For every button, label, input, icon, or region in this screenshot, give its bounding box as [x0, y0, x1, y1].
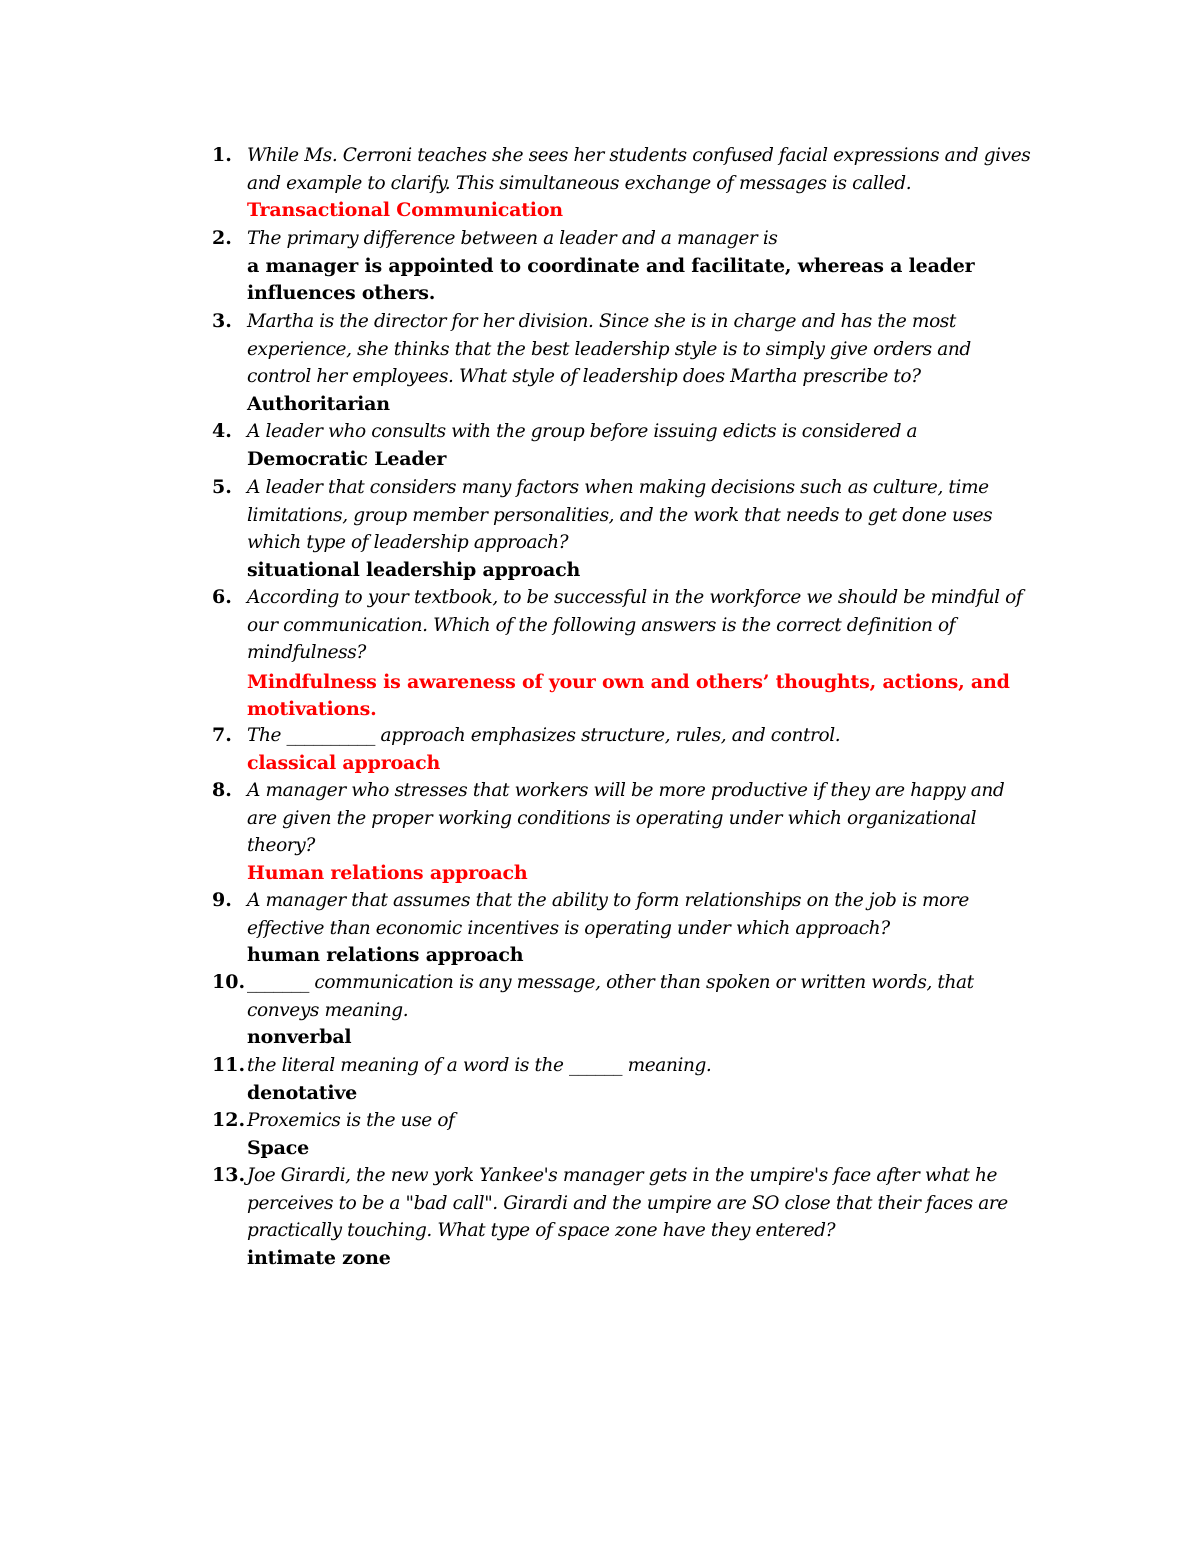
answer-text: classical approach: [247, 751, 441, 774]
question-number: 2.: [212, 227, 232, 249]
answer-text: nonverbal: [247, 1026, 352, 1048]
question-text: A manager who stresses that workers will be more productive if they are happy and are given the proper working conditions is operating under which organizational theory?: [247, 780, 1005, 856]
question-number: 12.: [212, 1109, 246, 1131]
question-body: [247, 225, 1032, 308]
answer-text: Transactional Communication: [247, 199, 563, 221]
question-number: 8.: [212, 779, 232, 801]
question-number: 6.: [212, 586, 232, 608]
question-body: [247, 1162, 1032, 1272]
question-text: Martha is the director for her division. Since she is in charge and has the most experience, she thinks that the best leadership style is to simply give orders and control her employees. What style of leadership does Martha prescribe to?: [247, 311, 971, 387]
question-number: 1.: [212, 144, 232, 166]
question-text: According to your textbook, to be successful in the workforce we should be mindful of our communication. Which of the following answers is the correct definition of mindfulness?: [247, 587, 1023, 663]
answer-text: a manager is appointed to coordinate and facilitate, whereas a leader influences others.: [247, 254, 975, 304]
question-number: 11.: [212, 1054, 246, 1076]
question-number: 7.: [212, 724, 232, 746]
answer-text: Human relations approach: [247, 861, 528, 884]
question-text: Joe Girardi, the new york Yankee's manager gets in the umpire's face after what he perceives to be a "bad call". Girardi and the umpire are SO close that their faces are practically touching. What type of space zone have they entered?: [247, 1165, 1008, 1241]
question-body: [247, 777, 1032, 887]
question-body: [247, 474, 1032, 584]
answer-text: denotative: [247, 1081, 358, 1104]
question-body: [247, 142, 1032, 225]
question-number: 4.: [212, 420, 232, 442]
question-text: _______ communication is any message, other than spoken or written words, that conveys meaning.: [247, 972, 974, 1021]
question-body: [247, 584, 1032, 724]
question-body: [247, 969, 1032, 1052]
question-body: [247, 418, 1032, 473]
question-text: The __________ approach emphasizes structure, rules, and control.: [247, 725, 841, 746]
question-body: [247, 1107, 1032, 1162]
question-text: A leader that considers many factors when making decisions such as culture, time limitations, group member personalities, and the work that needs to get done uses which type of leadership approach?: [247, 477, 993, 553]
question-body: [247, 722, 1032, 777]
question-text: the literal meaning of a word is the ______ meaning.: [247, 1055, 712, 1076]
question-text: A leader who consults with the group before issuing edicts is considered a: [247, 421, 918, 442]
answer-text: Authoritarian: [247, 392, 390, 415]
question-body: [247, 308, 1032, 418]
question-body: [247, 1052, 1032, 1107]
answer-text: human relations approach: [247, 944, 524, 966]
question-text: A manager that assumes that the ability to form relationships on the job is more effective than economic incentives is operating under which approach?: [247, 890, 969, 939]
question-number: 13.: [212, 1164, 246, 1186]
answer-text: Democratic Leader: [247, 447, 447, 470]
question-text: While Ms. Cerroni teaches she sees her students confused facial expressions and gives and example to clarify. This simultaneous exchange of messages is called.: [247, 145, 1031, 194]
answer-text: Mindfulness is awareness of your own and others’ thoughts, actions, and motivations.: [247, 670, 1010, 720]
question-number: 5.: [212, 476, 232, 498]
answer-text: intimate zone: [247, 1246, 391, 1269]
question-body: [247, 887, 1032, 970]
question-text: The primary difference between a leader and a manager is: [247, 228, 778, 249]
answer-text: situational leadership approach: [247, 558, 581, 581]
answer-text: Space: [247, 1136, 309, 1159]
question-number: 10.: [212, 971, 246, 993]
question-text: Proxemics is the use of: [247, 1110, 455, 1131]
question-number: 9.: [212, 889, 232, 911]
question-number: 3.: [212, 310, 232, 332]
